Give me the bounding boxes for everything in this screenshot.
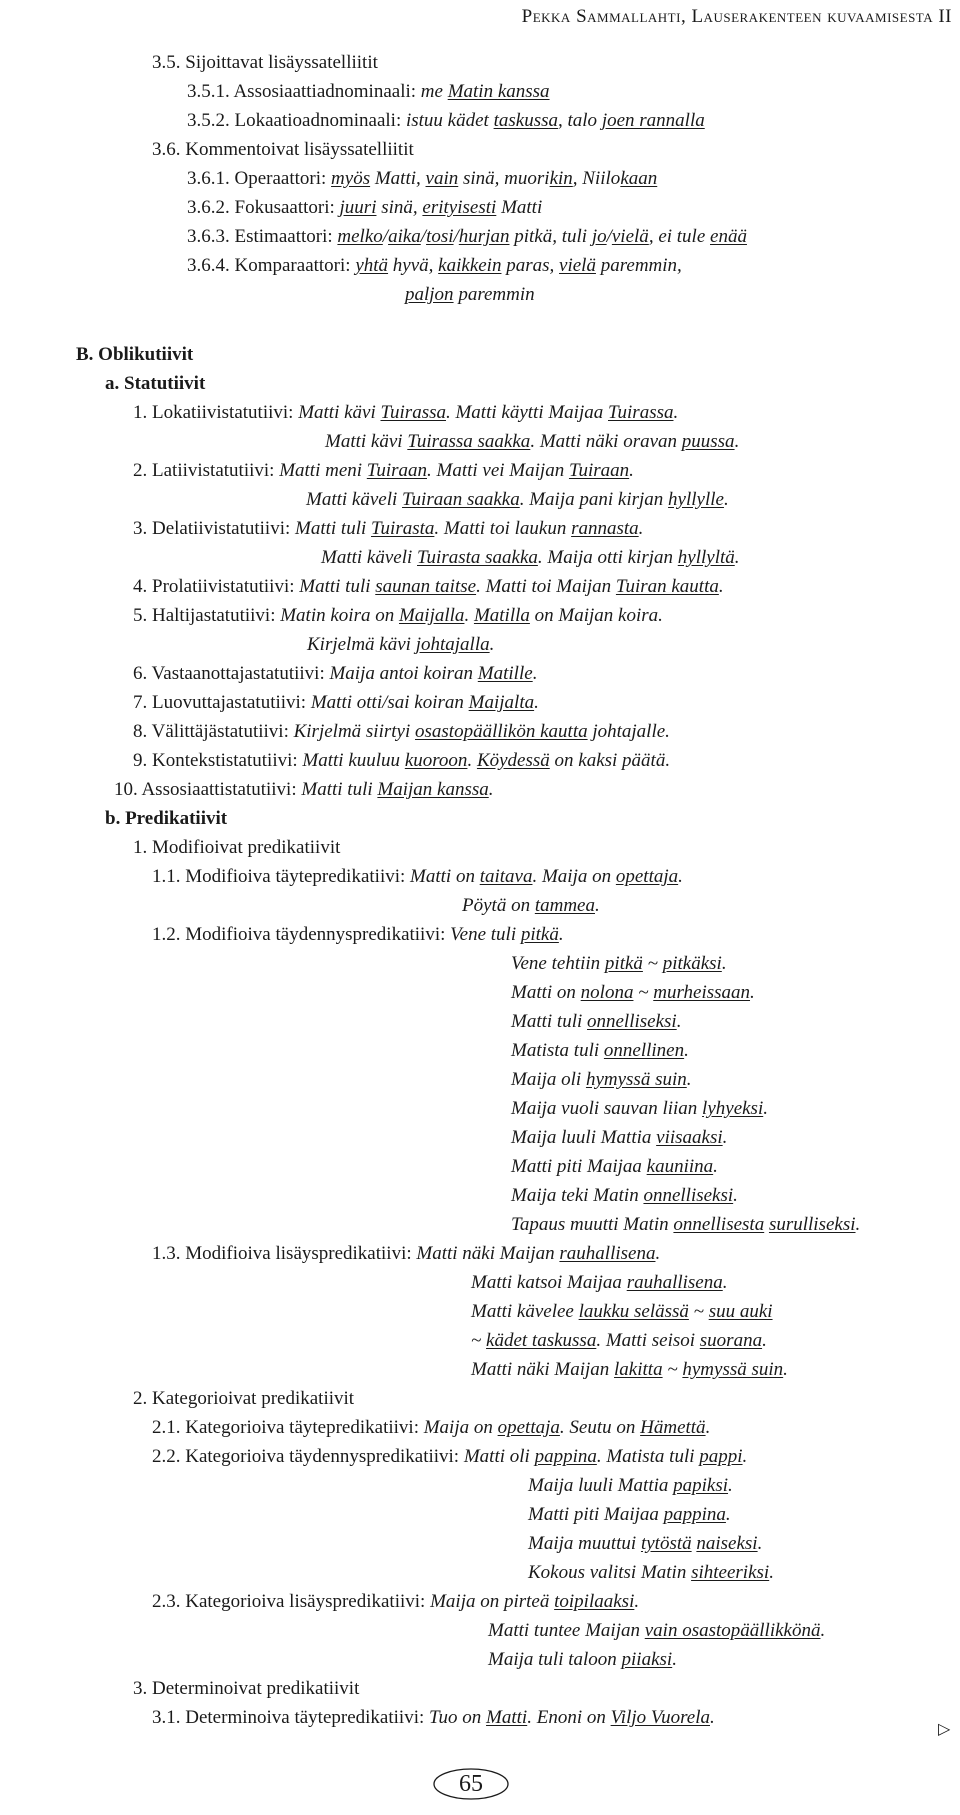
example-word: Matin kanssa: [447, 81, 550, 102]
term-label: 3.5.2. Lokaatioadnominaali:: [187, 110, 406, 131]
outline-line: [187, 77, 550, 106]
term-label: B. Oblikutiivit: [76, 344, 194, 365]
example-text: Matti tuntee Maijan: [488, 1620, 645, 1641]
outline-line: [152, 1703, 715, 1732]
outline-line: [307, 630, 494, 659]
example-text: paremmin: [453, 284, 535, 305]
example-text: .: [464, 605, 474, 626]
example-word: rauhallisena: [626, 1272, 723, 1293]
example-text: Matti: [496, 197, 543, 218]
example-text: .: [713, 1156, 718, 1177]
example-word: Tuirasta: [371, 518, 435, 539]
example-text: Vene tuli: [450, 924, 521, 945]
term-label: 3. Delatiivistatutiivi:: [133, 518, 296, 539]
example-text: ~: [642, 953, 663, 974]
term-label: 4. Prolatiivistatutiivi:: [133, 576, 300, 597]
example-word: naiseksi: [696, 1533, 758, 1554]
example-word: tytöstä: [640, 1533, 692, 1554]
example-text: .: [488, 779, 494, 800]
term-label: 5. Haltijastatutiivi:: [133, 605, 281, 626]
term-label: 3.5. Sijoittavat lisäyssatelliitit: [152, 52, 378, 73]
outline-line: [105, 369, 205, 398]
example-word: Tuiraan saakka: [402, 489, 520, 510]
example-word: onnelliseksi: [587, 1011, 677, 1032]
example-text: Matti näki Maijan: [416, 1243, 560, 1264]
term-label: 1.2. Modifioiva täydennyspredikatiivi:: [152, 924, 451, 945]
example-text: johtajalle.: [587, 721, 670, 742]
term-label: 8. Välittäjästatutiivi:: [133, 721, 294, 742]
example-text: Maija teki Matin: [511, 1185, 644, 1206]
term-label: 9. Kontekstistatutiivi:: [133, 750, 303, 771]
example-text: . Matti toi laukun: [434, 518, 572, 539]
example-text: Matti näki Maijan: [471, 1359, 615, 1380]
outline-line: [152, 135, 414, 164]
example-word: joen rannalla: [601, 110, 705, 131]
term-label: 1.1. Modifioiva täytepredikatiivi:: [152, 866, 411, 887]
outline-line: [511, 1181, 738, 1210]
example-text: Maija oli: [511, 1069, 586, 1090]
outline-line: [511, 1123, 727, 1152]
outline-line: [133, 398, 678, 427]
example-text: .: [686, 1069, 692, 1090]
example-text: .: [783, 1359, 788, 1380]
example-text: .: [718, 576, 724, 597]
example-word: Maijan kanssa: [377, 779, 489, 800]
example-word: vielä: [611, 226, 649, 247]
term-label: 3.6.2. Fokusaattori:: [187, 197, 340, 218]
outline-line: [152, 862, 683, 891]
example-word: pappina: [663, 1504, 726, 1525]
example-text: me: [420, 81, 448, 102]
example-word: vain osastopäällikkönä: [644, 1620, 821, 1641]
example-word: Tuiraan: [366, 460, 427, 481]
example-text: Matti on: [410, 866, 480, 887]
example-text: hyvä,: [388, 255, 439, 276]
outline-line: [133, 1674, 359, 1703]
example-text: Tuo on: [429, 1707, 487, 1728]
term-label: 3.6.1. Operaattori:: [187, 168, 332, 189]
example-word: papiksi: [673, 1475, 729, 1496]
example-word: opettaja: [497, 1417, 560, 1438]
example-text: /: [453, 226, 459, 247]
example-text: .: [655, 1243, 661, 1264]
example-word: viisaaksi: [656, 1127, 723, 1148]
example-text: Matti käveli: [306, 489, 403, 510]
example-text: Maija tuli taloon: [488, 1649, 622, 1670]
example-word: tammea: [534, 895, 595, 916]
example-text: istuu kädet: [405, 110, 494, 131]
example-text: Vene tehtiin: [511, 953, 605, 974]
example-text: .: [532, 663, 538, 684]
outline-line: [471, 1297, 773, 1326]
example-word: kuoroon: [404, 750, 468, 771]
example-text: ~: [633, 982, 654, 1003]
outline-line: [511, 1152, 718, 1181]
example-text: .: [722, 1127, 728, 1148]
example-text: ~: [688, 1301, 709, 1322]
example-text: Matista tuli: [511, 1040, 604, 1061]
outline-line: [462, 891, 600, 920]
outline-line: [76, 340, 193, 369]
example-text: Maija antoi koiran: [329, 663, 478, 684]
example-word: Tuirassa: [608, 402, 674, 423]
term-label: 3.6. Kommentoivat lisäyssatelliitit: [152, 139, 414, 160]
example-word: pitkäksi: [662, 953, 722, 974]
outline-line: [187, 193, 542, 222]
example-text: .: [728, 1475, 733, 1496]
example-text: paremmin,: [595, 255, 682, 276]
example-word: aika: [388, 226, 421, 247]
example-text: /: [420, 226, 427, 247]
example-word: rauhallisena: [559, 1243, 656, 1264]
example-text: Matti,: [370, 168, 426, 189]
outline-line: [528, 1471, 733, 1500]
outline-line: [152, 920, 564, 949]
example-text: Matti kävi: [325, 431, 408, 452]
example-text: .: [734, 431, 740, 452]
example-text: . Matti toi Maijan: [476, 576, 616, 597]
example-word: suorana: [699, 1330, 763, 1351]
outline-line: [152, 1413, 710, 1442]
example-word: yhtä: [355, 255, 389, 276]
example-text: sinä,: [376, 197, 423, 218]
example-word: juuri: [339, 197, 377, 218]
outline-line: [133, 717, 670, 746]
outline-line: [325, 427, 739, 456]
example-text: sinä, muori: [458, 168, 550, 189]
example-text: .: [721, 953, 727, 974]
example-text: .: [634, 1591, 640, 1612]
example-word: pitkä: [604, 953, 643, 974]
example-text: pitkä, tuli: [509, 226, 592, 247]
term-label: 3.6.4. Komparaattori:: [187, 255, 356, 276]
example-word: jo: [591, 226, 607, 247]
example-text: .: [629, 460, 634, 481]
example-word: rannasta: [571, 518, 639, 539]
example-word: opettaja: [615, 866, 679, 887]
example-text: ~: [471, 1330, 487, 1351]
outline-line: [187, 251, 682, 280]
example-text: .: [762, 1330, 767, 1351]
example-word: pappina: [534, 1446, 597, 1467]
outline-line: [488, 1645, 677, 1674]
outline-line: [133, 601, 663, 630]
outline-line: [187, 222, 747, 251]
outline-line: [133, 514, 643, 543]
example-word: saunan taitse: [375, 576, 477, 597]
example-word: hymyssä suin: [585, 1069, 687, 1090]
term-label: 1. Modifioivat predikatiivit: [133, 837, 341, 858]
example-text: .: [742, 1446, 748, 1467]
example-text: paras,: [501, 255, 560, 276]
outline-line: [152, 1442, 747, 1471]
example-text: .: [733, 1185, 738, 1206]
example-word: hymyssä suin: [682, 1359, 784, 1380]
example-text: .: [594, 895, 600, 916]
example-text: Kokous valitsi Matin: [528, 1562, 692, 1583]
example-word: Matti: [486, 1707, 528, 1728]
example-text: Kirjelmä siirtyi: [293, 721, 416, 742]
outline-line: [471, 1355, 788, 1384]
example-text: Matti tuli: [295, 518, 372, 539]
example-word: onnelliseksi: [643, 1185, 734, 1206]
term-label: 2. Kategorioivat predikatiivit: [133, 1388, 355, 1409]
example-text: Pöytä on: [462, 895, 535, 916]
outline-line: [133, 746, 670, 775]
example-word: onnellinen: [603, 1040, 685, 1061]
outline-line: [105, 804, 227, 833]
example-text: Maija on: [423, 1417, 498, 1438]
example-text: . Matti näki oravan: [530, 431, 682, 452]
outline-line: [133, 456, 634, 485]
term-label: 1.3. Modifioiva lisäyspredikatiivi:: [152, 1243, 417, 1264]
example-word: hurjan: [458, 226, 510, 247]
example-text: on Maijan koira.: [529, 605, 663, 626]
example-text: .: [678, 866, 683, 887]
outline-line: [187, 106, 705, 135]
example-word: paljon: [405, 284, 454, 305]
example-word: enää: [710, 226, 747, 247]
example-text: Matti tuli: [511, 1011, 587, 1032]
term-label: 2. Latiivistatutiivi:: [133, 460, 280, 481]
example-word: Tuiraan: [568, 460, 630, 481]
example-text: , talo: [558, 110, 602, 131]
example-word: Tuirassa saakka: [407, 431, 531, 452]
example-word: Köydessä: [476, 750, 550, 771]
outline-line: [528, 1500, 731, 1529]
example-word: vain: [425, 168, 459, 189]
term-label: 3. Determinoivat predikatiivit: [133, 1678, 360, 1699]
outline-line: [152, 48, 378, 77]
example-text: , Niilo: [572, 168, 621, 189]
example-word: surulliseksi: [768, 1214, 856, 1235]
outline-line: [511, 978, 755, 1007]
outline-line: [306, 485, 729, 514]
example-word: vielä: [559, 255, 596, 276]
example-word: puussa: [681, 431, 735, 452]
example-text: .: [763, 1098, 768, 1119]
outline-line: [471, 1326, 767, 1355]
example-word: tosi: [426, 226, 454, 247]
example-text: . Matti seisoi: [596, 1330, 700, 1351]
example-word: kauniina: [646, 1156, 714, 1177]
term-label: b. Predikatiivit: [105, 808, 228, 829]
example-word: laukku selässä: [578, 1301, 689, 1322]
example-text: Maija vuoli sauvan liian: [511, 1098, 703, 1119]
example-text: .: [750, 982, 755, 1003]
example-text: Maija muuttui: [528, 1533, 641, 1554]
example-text: .: [672, 1649, 677, 1670]
example-text: . Matti vei Maijan: [427, 460, 569, 481]
example-word: lyhyeksi: [702, 1098, 764, 1119]
term-label: a. Statutiivit: [105, 373, 206, 394]
example-text: Matti piti Maijaa: [528, 1504, 664, 1525]
example-text: . Seutu on: [559, 1417, 641, 1438]
example-text: .: [673, 402, 679, 423]
outline-line: [528, 1529, 762, 1558]
example-word: hyllylle: [668, 489, 724, 510]
outline-line: [511, 949, 727, 978]
example-word: kaikkein: [438, 255, 502, 276]
example-text: , ei tule: [648, 226, 711, 247]
outline-line: [511, 1094, 768, 1123]
example-word: Viljo Vuorela: [610, 1707, 710, 1728]
example-text: . Maija otti kirjan: [537, 547, 678, 568]
example-text: .: [705, 1417, 711, 1438]
example-word: toipilaaksi: [554, 1591, 635, 1612]
example-text: .: [467, 750, 477, 771]
example-word: lakitta: [614, 1359, 663, 1380]
example-text: .: [723, 489, 729, 510]
outline-line: [114, 775, 493, 804]
outline-line: [511, 1036, 689, 1065]
example-text: .: [855, 1214, 861, 1235]
example-word: erityisesti: [422, 197, 497, 218]
example-word: Tuiran kautta: [615, 576, 719, 597]
example-text: .: [676, 1011, 682, 1032]
outline-line: [187, 164, 657, 193]
example-text: Matti käveli: [321, 547, 418, 568]
outline-line: [133, 833, 340, 862]
example-text: . Maija pani kirjan: [519, 489, 669, 510]
term-label: 2.2. Kategorioiva täydennyspredikatiivi:: [152, 1446, 464, 1467]
example-word: kädet taskussa: [486, 1330, 597, 1351]
example-text: Matti tuli: [299, 576, 376, 597]
example-text: .: [638, 518, 644, 539]
example-word: myös: [331, 168, 371, 189]
example-word: Matilla: [473, 605, 530, 626]
example-text: .: [757, 1533, 763, 1554]
example-word: kin: [549, 168, 573, 189]
example-word: taitava: [479, 866, 533, 887]
outline-line: [321, 543, 740, 572]
example-text: Maija on pirteä: [430, 1591, 555, 1612]
example-word: johtajalla: [415, 634, 490, 655]
example-text: .: [734, 547, 740, 568]
outline-line: [152, 1239, 660, 1268]
example-text: . Enoni on: [527, 1707, 611, 1728]
page-number: 65: [459, 1771, 483, 1797]
next-page-arrow-icon[interactable]: ▷: [938, 1721, 951, 1738]
example-word: Maijalta: [468, 692, 535, 713]
outline-line: [152, 1587, 639, 1616]
outline-line: [471, 1268, 728, 1297]
example-text: .: [725, 1504, 731, 1525]
outline-line: [528, 1558, 774, 1587]
outline-line: [511, 1065, 692, 1094]
example-word: Matille: [477, 663, 533, 684]
example-text: Kirjelmä kävi: [307, 634, 416, 655]
example-text: .: [769, 1562, 774, 1583]
example-text: ~: [662, 1359, 683, 1380]
example-text: Matti kuuluu: [302, 750, 405, 771]
example-text: . Maija on: [532, 866, 616, 887]
outline-line: [133, 688, 539, 717]
example-text: Matti kävi: [298, 402, 381, 423]
outline-line: [511, 1210, 860, 1239]
outline-line: [488, 1616, 825, 1645]
example-text: Matti tuli: [301, 779, 378, 800]
example-word: osastopäällikön kautta: [415, 721, 588, 742]
term-label: 6. Vastaanottajastatutiivi:: [133, 663, 330, 684]
running-header: Pekka Sammallahti, Lauserakenteen kuvaamisesta II: [521, 6, 952, 27]
page-number-badge: [432, 1767, 510, 1801]
example-word: hyllyltä: [677, 547, 735, 568]
example-text: .: [684, 1040, 689, 1061]
example-text: Matti on: [511, 982, 581, 1003]
example-text: Tapaus muutti Matin: [511, 1214, 674, 1235]
example-word: onnellisesta: [673, 1214, 765, 1235]
outline-line: [511, 1007, 681, 1036]
example-word: melko: [337, 226, 383, 247]
example-word: piiaksi: [621, 1649, 673, 1670]
example-text: Matti kävelee: [471, 1301, 579, 1322]
example-word: pappi: [699, 1446, 743, 1467]
term-label: 3.1. Determinoiva täytepredikatiivi:: [152, 1707, 430, 1728]
term-label: 1. Lokatiivistatutiivi:: [133, 402, 299, 423]
example-text: on kaksi päätä.: [549, 750, 671, 771]
example-text: Maija luuli Mattia: [511, 1127, 657, 1148]
example-text: /: [606, 226, 612, 247]
outline-line: [405, 280, 535, 309]
example-text: Matti meni: [279, 460, 367, 481]
example-text: .: [820, 1620, 826, 1641]
term-label: 10. Assosiaattistatutiivi:: [114, 779, 302, 800]
example-text: Matti katsoi Maijaa: [471, 1272, 627, 1293]
outline-line: [133, 572, 724, 601]
example-word: murheissaan: [653, 982, 751, 1003]
example-text: Matin koira on: [280, 605, 399, 626]
example-word: suu auki: [708, 1301, 773, 1322]
term-label: 2.1. Kategorioiva täytepredikatiivi:: [152, 1417, 424, 1438]
term-label: 7. Luovuttajastatutiivi:: [133, 692, 311, 713]
example-text: .: [722, 1272, 728, 1293]
example-word: Hämettä: [640, 1417, 706, 1438]
example-word: sihteeriksi: [691, 1562, 770, 1583]
example-text: Maija luuli Mattia: [528, 1475, 674, 1496]
term-label: 2.3. Kategorioiva lisäyspredikatiivi:: [152, 1591, 431, 1612]
example-word: Maijalla: [398, 605, 465, 626]
term-label: 3.6.3. Estimaattori:: [187, 226, 338, 247]
example-word: taskussa: [493, 110, 558, 131]
example-text: .: [710, 1707, 715, 1728]
outline-line: [133, 659, 537, 688]
example-word: pitkä: [520, 924, 559, 945]
example-text: Matti piti Maijaa: [511, 1156, 647, 1177]
example-text: Matti otti/sai koiran: [310, 692, 469, 713]
example-text: .: [534, 692, 539, 713]
example-word: kaan: [620, 168, 658, 189]
example-text: .: [558, 924, 564, 945]
term-label: 3.5.1. Assosiaattiadnominaali:: [187, 81, 421, 102]
example-text: . Matista tuli: [596, 1446, 700, 1467]
outline-line: [133, 1384, 354, 1413]
example-text: . Matti käytti Maijaa: [445, 402, 608, 423]
example-word: Tuirassa: [380, 402, 446, 423]
example-word: nolona: [580, 982, 634, 1003]
example-text: Matti oli: [463, 1446, 535, 1467]
example-text: .: [489, 634, 495, 655]
example-text: /: [382, 226, 389, 247]
example-word: Tuirasta saakka: [417, 547, 538, 568]
